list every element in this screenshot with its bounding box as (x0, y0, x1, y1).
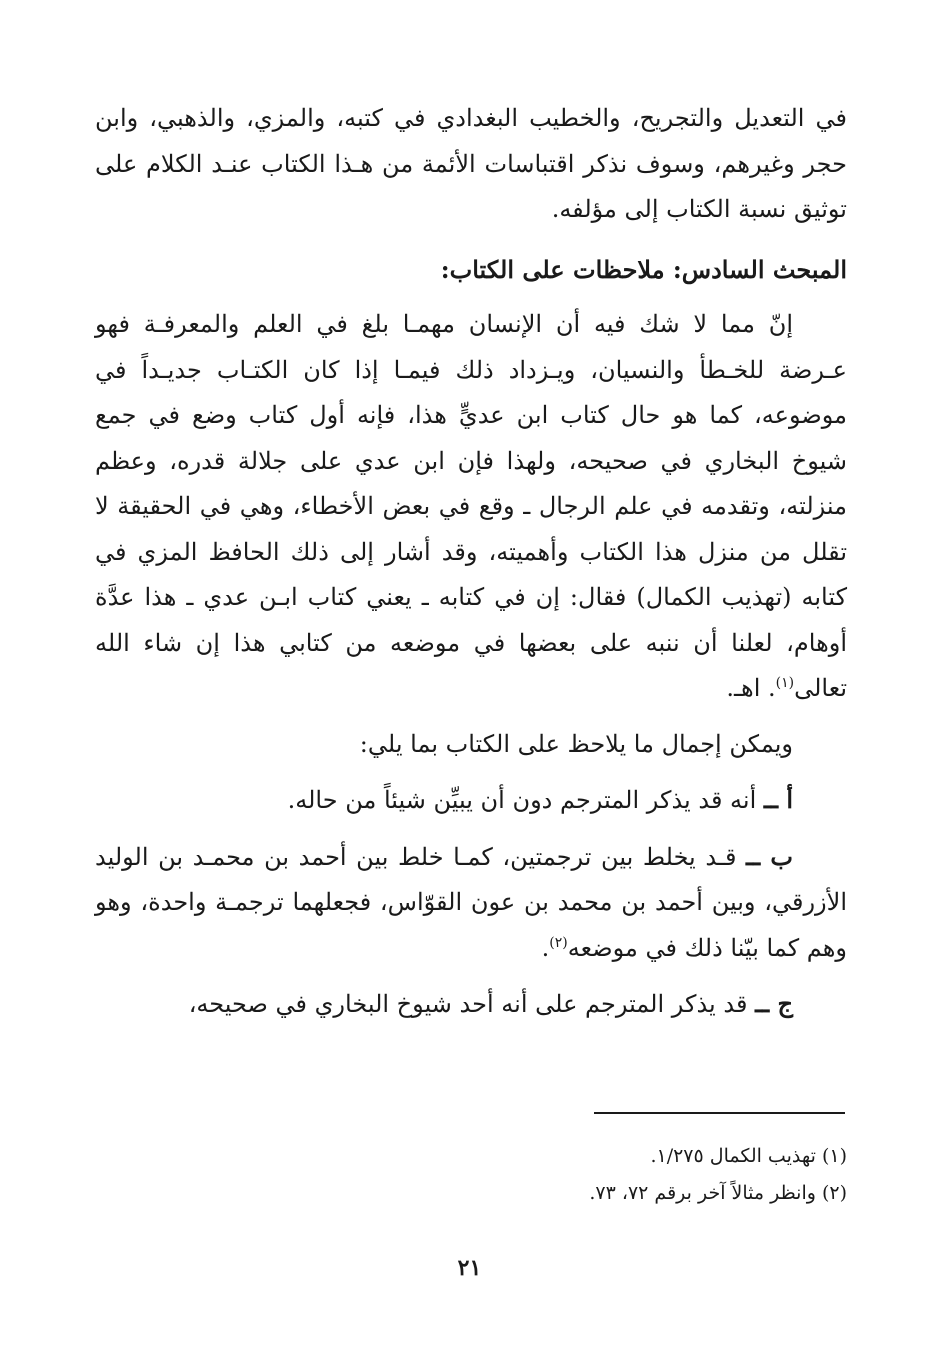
page-number: ٢١ (457, 1255, 482, 1281)
section-heading: المبحث السادس: ملاحظات على الكتاب: (440, 254, 847, 284)
paragraph-continuation: في التعديل والتجريح، والخطيب البغدادي في كتبه، والمزي، والذهبي، وابن حجر وغيرهم، وسوف نذكر اقتباسات الأئمة من هـذا الكتاب عنـد الكلام على توثيق نسبة الكتاب إلى مؤلفه. (95, 104, 847, 223)
footnote-1: (١) تهذيب الكمال ١/٢٧٥. (650, 1145, 847, 1167)
footnotes (247, 1138, 847, 1212)
main-text (95, 96, 847, 1028)
list-marker-baa: ب ــ (746, 841, 793, 871)
footnote-ref-2[interactable]: (٢) (549, 934, 568, 951)
list-item-jeem-text: قد يذكر المترجم على أنه أحد شيوخ البخاري في صحيحه، (188, 990, 748, 1018)
list-item-baa-text: قـد يخلط بين ترجمتين، كمـا خلط بين أحمد بن محمـد بن الوليد الأزرقي، وبين أحمد بن محمد بن عون القوّاس، فجعلهما ترجمـة واحدة، وهو وهم كما بيّنا ذلك في موضعه (95, 842, 847, 962)
paragraph-observations (95, 302, 847, 712)
footnote-divider (594, 1112, 845, 1114)
list-item-baa-end: . (541, 933, 550, 962)
paragraph-observations-end: . اهـ. (726, 674, 776, 702)
list-item-baa (95, 834, 847, 972)
footnote-2: (٢) وانظر مثالاً آخر برقم ٧٢، ٧٣. (589, 1182, 847, 1204)
footnote-ref-1[interactable]: (١) (775, 675, 795, 691)
list-marker-alif: أ ــ (763, 785, 793, 814)
paragraph-observations-text: إنّ مما لا شك فيه أن الإنسان مهمـا بلغ في العلم والمعرفـة فهو عـرضة للخـطأ والنسيان، ويـزداد ذلك فيمـا إذا كان الكتـاب جديـداً في موضوعه، كما هو حال كتاب ابن عديٍّ هذا، فإنه أول كتاب وضع في جمع شيوخ البخاري في صحيحه، ولهذا فإن ابن عدي على جلالة قدره، وعظم منزلته، وتقدمه في علم الرجال ـ وقع في بعض الأخطاء، وهي في الحقيقة لا تقلل من منزل هذا الكتاب وأهميته، وقد أشار إلى ذلك الحافظ المزي في كتابه (تهذيب الكمال) فقال: إن في كتابه ـ يعني كتاب ابـن عدي ـ هذا عدَّة أوهام، لعلنا أن ننبه على بعضها في موضعه من كتابي هذا إن شاء الله تعالى (95, 310, 848, 702)
list-item-alif (95, 777, 847, 824)
list-item-jeem (95, 981, 847, 1028)
list-item-alif-text: أنه قد يذكر المترجم دون أن يبيِّن شيئاً من حاله. (287, 786, 757, 814)
paragraph-summary-intro: ويمكن إجمال ما يلاحظ على الكتاب بما يلي: (359, 729, 793, 758)
list-marker-jeem: ج ــ (755, 989, 793, 1018)
